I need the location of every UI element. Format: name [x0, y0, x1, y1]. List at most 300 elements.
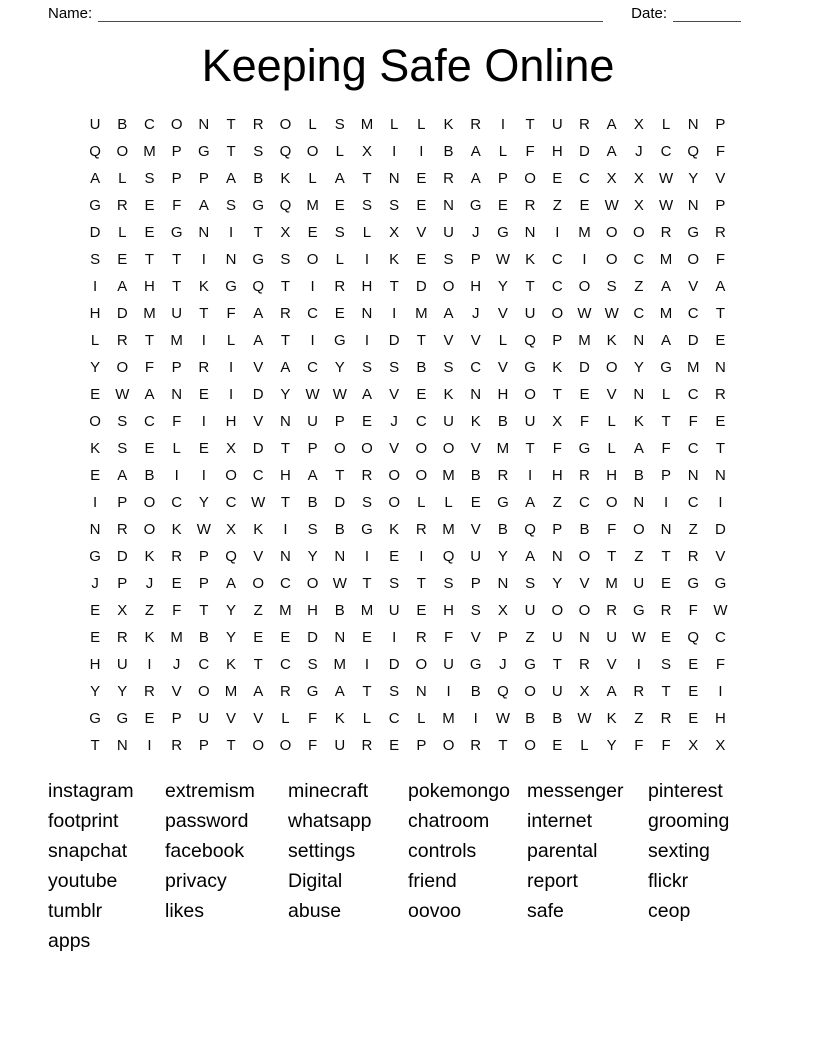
word-list-item: likes [165, 899, 205, 922]
grid-letter: O [388, 494, 400, 511]
grid-row [82, 165, 735, 192]
grid-letter: L [498, 143, 508, 160]
grid-letter: X [226, 521, 237, 538]
grid-letter: M [279, 602, 292, 619]
grid-letter: L [308, 116, 317, 133]
grid-letter: C [144, 413, 155, 430]
grid-letter: E [389, 548, 400, 565]
wordsearch-grid [82, 111, 735, 759]
grid-letter: N [524, 224, 536, 241]
grid-letter: O [415, 440, 428, 457]
grid-letter: I [364, 251, 370, 268]
grid-letter: C [687, 305, 699, 322]
grid-letter: G [89, 197, 101, 214]
grid-letter: I [283, 521, 288, 538]
grid-letter: T [144, 251, 155, 268]
grid-letter: V [253, 548, 264, 565]
grid-letter: N [225, 251, 237, 268]
word-list-item: ceop [648, 899, 691, 922]
grid-letter: R [198, 359, 210, 376]
grid-letter: P [117, 494, 128, 511]
grid-letter: X [361, 143, 372, 160]
grid-letter: N [687, 467, 699, 484]
grid-letter: N [687, 197, 699, 214]
grid-letter: A [715, 278, 726, 295]
word-list-item: apps [48, 929, 91, 952]
word-list-item: report [527, 869, 578, 892]
grid-letter: N [497, 575, 509, 592]
grid-letter: A [443, 305, 454, 322]
grid-letter: D [579, 359, 590, 376]
grid-letter: A [633, 440, 644, 457]
grid-letter: O [116, 143, 129, 160]
grid-letter: U [470, 548, 482, 565]
grid-letter: R [470, 116, 482, 133]
grid-row [82, 543, 735, 570]
grid-letter: E [579, 386, 590, 403]
grid-letter: E [334, 197, 345, 214]
grid-letter: W [332, 575, 347, 592]
grid-letter: W [495, 710, 510, 727]
grid-letter: P [552, 521, 563, 538]
grid-letter: L [226, 332, 236, 349]
grid-letter: E [661, 629, 672, 646]
grid-letter: K [443, 386, 454, 403]
grid-letter: L [335, 143, 344, 160]
grid-letter: F [688, 602, 698, 619]
grid-letter: Y [606, 737, 617, 754]
grid-letter: W [251, 494, 266, 511]
grid-letter: V [253, 359, 264, 376]
grid-letter: V [470, 629, 481, 646]
grid-letter: G [361, 521, 373, 538]
grid-letter: P [307, 440, 318, 457]
grid-row [82, 219, 735, 246]
grid-letter: Y [90, 683, 101, 700]
grid-letter: Q [252, 278, 265, 295]
grid-letter: T [715, 305, 725, 322]
grid-letter: Z [634, 710, 644, 727]
grid-letter: F [661, 737, 671, 754]
grid-letter: K [144, 629, 155, 646]
grid-letter: T [172, 278, 182, 295]
word-list-item: instagram [48, 780, 134, 802]
grid-letter: H [551, 143, 563, 160]
word-list-item: abuse [288, 899, 342, 922]
header-row [0, 0, 816, 23]
grid-letter: T [525, 278, 535, 295]
grid-letter: M [686, 359, 700, 376]
grid-letter: M [333, 656, 347, 673]
grid-letter: C [687, 440, 699, 457]
grid-letter: A [525, 548, 536, 565]
grid-letter: Z [634, 548, 644, 565]
grid-letter: R [171, 548, 183, 565]
grid-letter: S [361, 359, 372, 376]
grid-letter: C [579, 494, 590, 511]
grid-letter: L [661, 116, 671, 133]
grid-letter: Y [90, 359, 101, 376]
grid-letter: D [252, 386, 264, 403]
word-list-item: grooming [648, 809, 730, 832]
grid-letter: T [362, 575, 372, 592]
grid-letter: E [470, 494, 481, 511]
grid-letter: A [606, 116, 617, 133]
grid-letter: O [116, 359, 129, 376]
grid-letter: B [470, 683, 481, 700]
grid-letter: U [171, 305, 183, 322]
grid-letter: G [170, 224, 183, 241]
grid-letter: R [252, 116, 264, 133]
grid-letter: X [633, 170, 644, 187]
grid-letter: L [118, 170, 127, 187]
grid-letter: I [93, 278, 98, 295]
grid-letter: F [715, 143, 725, 160]
grid-letter: N [633, 332, 645, 349]
grid-letter: O [578, 278, 591, 295]
grid-letter: K [334, 710, 345, 727]
grid-letter: U [443, 413, 454, 430]
grid-letter: D [116, 305, 128, 322]
grid-letter: A [361, 386, 372, 403]
grid-letter: I [500, 116, 505, 133]
grid-letter: R [524, 197, 536, 214]
grid-letter: P [470, 251, 481, 268]
grid-letter: N [334, 548, 346, 565]
grid-letter: R [660, 224, 672, 241]
grid-letter: U [334, 737, 346, 754]
grid-letter: E [361, 629, 372, 646]
grid-letter: E [90, 629, 101, 646]
grid-letter: V [470, 440, 481, 457]
word-list-item: sexting [648, 839, 710, 862]
grid-letter: X [497, 602, 508, 619]
grid-row [82, 354, 735, 381]
grid-letter: E [198, 440, 209, 457]
grid-letter: G [89, 548, 101, 565]
grid-letter: V [171, 683, 182, 700]
grid-letter: M [442, 521, 455, 538]
grid-letter: M [143, 305, 156, 322]
grid-letter: B [416, 359, 427, 376]
grid-letter: W [577, 710, 592, 727]
grid-letter: T [416, 332, 426, 349]
date-blank-line [673, 6, 741, 22]
grid-letter: U [443, 656, 454, 673]
grid-letter: F [607, 521, 617, 538]
grid-letter: T [661, 413, 671, 430]
grid-letter: V [497, 305, 508, 322]
grid-letter: D [388, 656, 400, 673]
grid-letter: N [415, 683, 427, 700]
grid-letter: G [687, 575, 700, 592]
grid-letter: A [90, 170, 101, 187]
grid-letter: O [551, 602, 564, 619]
grid-letter: K [525, 251, 536, 268]
grid-letter: O [143, 521, 156, 538]
grid-letter: I [364, 656, 370, 673]
grid-letter: N [171, 386, 183, 403]
grid-letter: T [90, 737, 100, 754]
grid-letter: P [334, 413, 345, 430]
grid-letter: E [334, 305, 345, 322]
grid-letter: O [605, 251, 618, 268]
grid-letter: D [714, 521, 726, 538]
grid-letter: J [172, 656, 181, 673]
grid-letter: O [388, 467, 400, 484]
grid-letter: C [633, 251, 645, 268]
grid-letter: W [604, 197, 619, 214]
grid-letter: S [334, 224, 345, 241]
grid-letter: K [171, 521, 182, 538]
grid-letter: Y [198, 494, 209, 511]
grid-letter: L [281, 710, 290, 727]
grid-letter: O [333, 440, 346, 457]
grid-letter: O [605, 359, 618, 376]
grid-letter: B [470, 467, 481, 484]
grid-letter: D [116, 548, 128, 565]
grid-letter: N [687, 116, 699, 133]
grid-letter: R [633, 683, 645, 700]
grid-letter: B [198, 629, 209, 646]
grid-letter: P [171, 710, 182, 727]
grid-letter: S [253, 143, 264, 160]
grid-row [82, 381, 735, 408]
grid-letter: E [307, 224, 318, 241]
word-list-item: safe [527, 899, 564, 922]
grid-letter: Y [552, 575, 563, 592]
grid-letter: T [661, 683, 671, 700]
word-list-column [48, 777, 165, 956]
grid-letter: E [144, 224, 155, 241]
grid-letter: I [555, 224, 560, 241]
grid-letter: N [334, 629, 346, 646]
grid-letter: I [201, 413, 206, 430]
grid-letter: G [578, 440, 591, 457]
grid-letter: X [633, 197, 644, 214]
grid-letter: T [253, 656, 263, 673]
grid-letter: R [116, 629, 128, 646]
grid-letter: K [90, 440, 101, 457]
grid-letter: Y [334, 359, 345, 376]
grid-letter: M [442, 467, 455, 484]
grid-letter: O [578, 548, 591, 565]
grid-letter: R [579, 116, 590, 133]
grid-letter: U [551, 629, 563, 646]
grid-letter: A [144, 386, 155, 403]
grid-letter: C [171, 494, 183, 511]
grid-letter: Y [280, 386, 291, 403]
grid-letter: C [252, 467, 264, 484]
grid-letter: X [606, 170, 617, 187]
grid-letter: Y [497, 278, 508, 295]
word-list-item: footprint [48, 809, 119, 832]
grid-letter: T [144, 332, 155, 349]
grid-letter: A [280, 359, 291, 376]
grid-letter: H [443, 602, 454, 619]
grid-letter: B [525, 710, 536, 727]
grid-letter: T [199, 305, 209, 322]
grid-letter: H [144, 278, 155, 295]
grid-letter: N [89, 521, 101, 538]
grid-letter: Q [225, 548, 237, 565]
grid-letter: V [443, 332, 454, 349]
grid-letter: G [198, 143, 210, 160]
grid-letter: U [524, 413, 536, 430]
grid-letter: X [552, 413, 563, 430]
grid-letter: A [253, 332, 264, 349]
grid-letter: L [362, 224, 372, 241]
grid-letter: F [688, 413, 698, 430]
grid-letter: S [661, 656, 672, 673]
grid-letter: X [633, 116, 644, 133]
word-list-item: facebook [165, 839, 245, 862]
grid-letter: M [360, 116, 374, 133]
grid-letter: E [90, 386, 101, 403]
word-list-column [408, 777, 527, 956]
grid-letter: T [172, 251, 182, 268]
grid-letter: I [582, 251, 587, 268]
grid-letter: U [551, 116, 563, 133]
grid-letter: Y [497, 548, 508, 565]
grid-row [82, 651, 735, 678]
grid-letter: R [470, 737, 482, 754]
grid-letter: P [171, 170, 182, 187]
grid-letter: I [201, 251, 206, 268]
grid-letter: O [279, 737, 292, 754]
grid-letter: U [388, 602, 400, 619]
grid-letter: W [713, 602, 728, 619]
grid-letter: L [118, 224, 127, 241]
grid-letter: K [606, 332, 617, 349]
grid-letter: Z [525, 629, 535, 646]
grid-letter: U [633, 575, 645, 592]
grid-letter: C [687, 494, 699, 511]
grid-letter: R [334, 278, 346, 295]
grid-letter: A [334, 170, 345, 187]
grid-letter: O [252, 737, 265, 754]
grid-letter: V [688, 278, 699, 295]
grid-letter: P [171, 143, 182, 160]
grid-letter: A [117, 278, 128, 295]
grid-letter: E [688, 683, 699, 700]
word-list-item: pinterest [648, 780, 723, 802]
grid-letter: G [687, 224, 700, 241]
grid-letter: U [116, 656, 128, 673]
grid-letter: W [658, 170, 674, 187]
grid-letter: E [661, 575, 672, 592]
grid-letter: P [198, 575, 209, 592]
grid-letter: R [687, 548, 699, 565]
grid-letter: O [415, 467, 428, 484]
grid-letter: N [116, 737, 128, 754]
grid-letter: C [415, 413, 427, 430]
grid-letter: E [144, 710, 155, 727]
grid-letter: O [551, 305, 564, 322]
grid-letter: I [663, 494, 669, 511]
grid-letter: F [308, 710, 318, 727]
grid-letter: V [579, 575, 590, 592]
grid-letter: G [333, 332, 346, 349]
grid-letter: T [362, 170, 372, 187]
grid-letter: Q [279, 197, 292, 214]
grid-letter: W [495, 251, 510, 268]
grid-letter: Z [253, 602, 263, 619]
grid-letter: P [171, 359, 182, 376]
grid-row [82, 111, 735, 138]
grid-letter: N [660, 521, 672, 538]
grid-letter: R [714, 386, 726, 403]
grid-letter: L [607, 413, 616, 430]
grid-letter: U [551, 683, 563, 700]
grid-letter: B [497, 521, 508, 538]
grid-letter: H [714, 710, 726, 727]
grid-letter: N [633, 494, 645, 511]
grid-letter: O [687, 251, 700, 268]
grid-letter: I [392, 143, 397, 160]
grid-letter: I [446, 683, 451, 700]
grid-letter: I [364, 548, 370, 565]
grid-letter: F [172, 413, 182, 430]
grid-letter: O [524, 386, 536, 403]
grid-letter: Q [279, 143, 292, 160]
grid-letter: L [172, 440, 181, 457]
grid-letter: S [389, 359, 400, 376]
grid-letter: U [307, 413, 319, 430]
grid-letter: R [144, 683, 155, 700]
grid-letter: B [334, 602, 345, 619]
grid-letter: M [306, 197, 319, 214]
word-list-item: youtube [48, 869, 118, 892]
grid-letter: M [143, 143, 156, 160]
grid-letter: T [525, 440, 535, 457]
grid-letter: N [198, 116, 210, 133]
grid-letter: S [117, 413, 128, 430]
grid-letter: T [253, 224, 263, 241]
grid-letter: R [660, 710, 672, 727]
grid-letter: T [416, 575, 426, 592]
grid-letter: X [226, 440, 237, 457]
grid-letter: W [631, 629, 646, 646]
grid-letter: N [714, 467, 726, 484]
grid-letter: P [715, 197, 726, 214]
grid-letter: V [606, 656, 617, 673]
grid-letter: I [473, 710, 478, 727]
grid-letter: I [93, 494, 98, 511]
grid-letter: F [172, 197, 182, 214]
grid-letter: E [416, 251, 427, 268]
grid-letter: P [497, 629, 508, 646]
grid-letter: I [228, 386, 234, 403]
grid-letter: Q [442, 548, 455, 565]
grid-letter: K [606, 710, 617, 727]
grid-letter: Z [688, 521, 698, 538]
word-list-item: extremism [165, 780, 255, 802]
grid-letter: A [661, 332, 672, 349]
grid-letter: E [389, 737, 400, 754]
grid-letter: A [253, 305, 264, 322]
grid-letter: K [144, 548, 155, 565]
grid-letter: J [471, 224, 480, 241]
grid-letter: O [442, 440, 455, 457]
grid-letter: E [688, 710, 699, 727]
grid-letter: I [364, 332, 370, 349]
grid-letter: L [580, 737, 589, 754]
grid-letter: G [469, 197, 482, 214]
word-list-column [648, 777, 816, 956]
grid-letter: D [415, 278, 427, 295]
grid-letter: I [228, 359, 234, 376]
